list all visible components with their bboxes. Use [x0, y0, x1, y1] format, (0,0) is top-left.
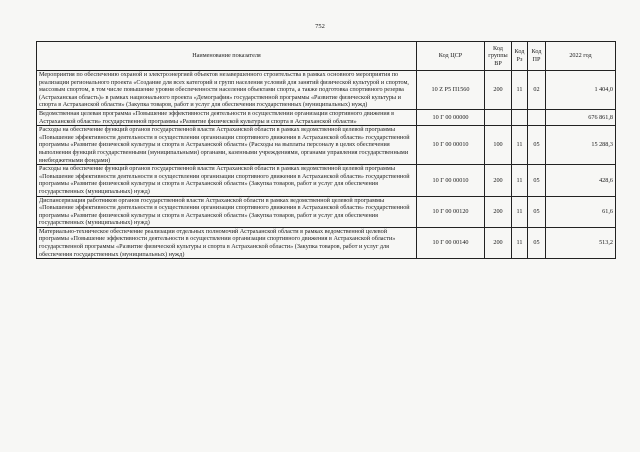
row-name: Расходы на обеспечение функций органов государственной власти Астраханской области в рамках ведомственной целевой программы «Повышение эффективности деятельности в осуществлении организации спортивного движения в Астраханской области» государственной программы «Развитие физической культуры и спорта в Астраханской области» (Расходы на выплаты персоналу в целях обеспечения выполнения функций государственными (муниципальными) органами, казенными учреждениями, органами управления государственными внебюджетными фондами) [37, 126, 417, 165]
row-vr: 100 [485, 126, 512, 165]
table-row [37, 126, 616, 165]
row-rz: 11 [512, 196, 528, 227]
header-pr: Код ПР [528, 42, 546, 71]
row-name: Диспансеризация работников органов государственной власти Астраханской области в рамках ведомственной целевой программы «Повышение эффективности деятельности в осуществлении организации спортивного движения в Астраханской области» государственной программы «Развитие физической культуры и спорта в Астраханской области» (Закупка товаров, работ и услуг для обеспечения государственных (муниципальных) нужд) [37, 196, 417, 227]
row-vr: 200 [485, 227, 512, 258]
page-number: 752 [315, 23, 325, 30]
row-name: Материально-техническое обеспечение реализации отдельных полномочий Астраханской области в рамках ведомственной целевой программы «Повышение эффективности деятельности в осуществлении организации спортивного движения в Астраханской области» государственной программы «Развитие физической культуры и спорта в Астраханской области» (Закупка товаров, работ и услуг для обеспечения государственных (муниципальных) нужд) [37, 227, 417, 258]
row-pr [528, 109, 546, 125]
row-rz: 11 [512, 227, 528, 258]
row-csr: 10 Г 00 00000 [417, 109, 485, 125]
table-row [37, 227, 616, 258]
row-csr: 10 Г 00 00010 [417, 165, 485, 196]
table-header-row [37, 42, 616, 71]
row-vr: 200 [485, 196, 512, 227]
table-row [37, 165, 616, 196]
table-row [37, 109, 616, 125]
row-rz: 11 [512, 126, 528, 165]
row-name: Расходы на обеспечение функций органов государственной власти Астраханской области в рамках ведомственной целевой программы «Повышение эффективности деятельности в осуществлении организации спортивного движения в Астраханской области» государственной программы «Развитие физической культуры и спорта в Астраханской области» (Закупка товаров, работ и услуг для обеспечения государственных (муниципальных) нужд) [37, 165, 417, 196]
row-amount: 15 288,3 [546, 126, 616, 165]
row-csr: 10 Г 00 00120 [417, 196, 485, 227]
row-amount: 61,6 [546, 196, 616, 227]
row-vr: 200 [485, 71, 512, 110]
header-year: 2022 год [546, 42, 616, 71]
row-csr: 10 Z P5 П1560 [417, 71, 485, 110]
row-amount: 1 404,0 [546, 71, 616, 110]
row-rz [512, 109, 528, 125]
row-rz: 11 [512, 165, 528, 196]
table-row [37, 196, 616, 227]
row-rz: 11 [512, 71, 528, 110]
row-csr: 10 Г 00 00010 [417, 126, 485, 165]
header-name: Наименование показателя [37, 42, 417, 71]
row-name: Мероприятия по обеспечению охраной и электроэнергией объектов незавершенного строительства в рамках основного мероприятия по реализации регионального проекта «Создание для всех категорий и групп населения условий для занятий физической культурой и спортом, массовым спортом, в том числе повышение уровня обеспеченности населения объектами спорта, а также подготовка спортивного резерва (Астраханская область)» в рамках национального проекта «Демография» государственной программы «Развитие физической культуры и спорта в Астраханской области» (Закупка товаров, работ и услуг для обеспечения государственных (муниципальных) нужд) [37, 71, 417, 110]
row-amount: 513,2 [546, 227, 616, 258]
row-pr: 05 [528, 196, 546, 227]
row-pr: 05 [528, 165, 546, 196]
row-amount: 428,6 [546, 165, 616, 196]
header-vr: Код группы ВР [485, 42, 512, 71]
budget-table [36, 41, 616, 259]
header-rz: Код Рз [512, 42, 528, 71]
row-vr [485, 109, 512, 125]
row-vr: 200 [485, 165, 512, 196]
row-name: Ведомственная целевая программа «Повышение эффективности деятельности в осуществлении организации спортивного движения в Астраханской области» государственной программы «Развитие физической культуры и спорта в Астраханской области» [37, 109, 417, 125]
row-pr: 02 [528, 71, 546, 110]
row-pr: 05 [528, 126, 546, 165]
header-csr: Код ЦСР [417, 42, 485, 71]
table-row [37, 71, 616, 110]
row-pr: 05 [528, 227, 546, 258]
row-csr: 10 Г 00 00140 [417, 227, 485, 258]
row-amount: 676 861,8 [546, 109, 616, 125]
